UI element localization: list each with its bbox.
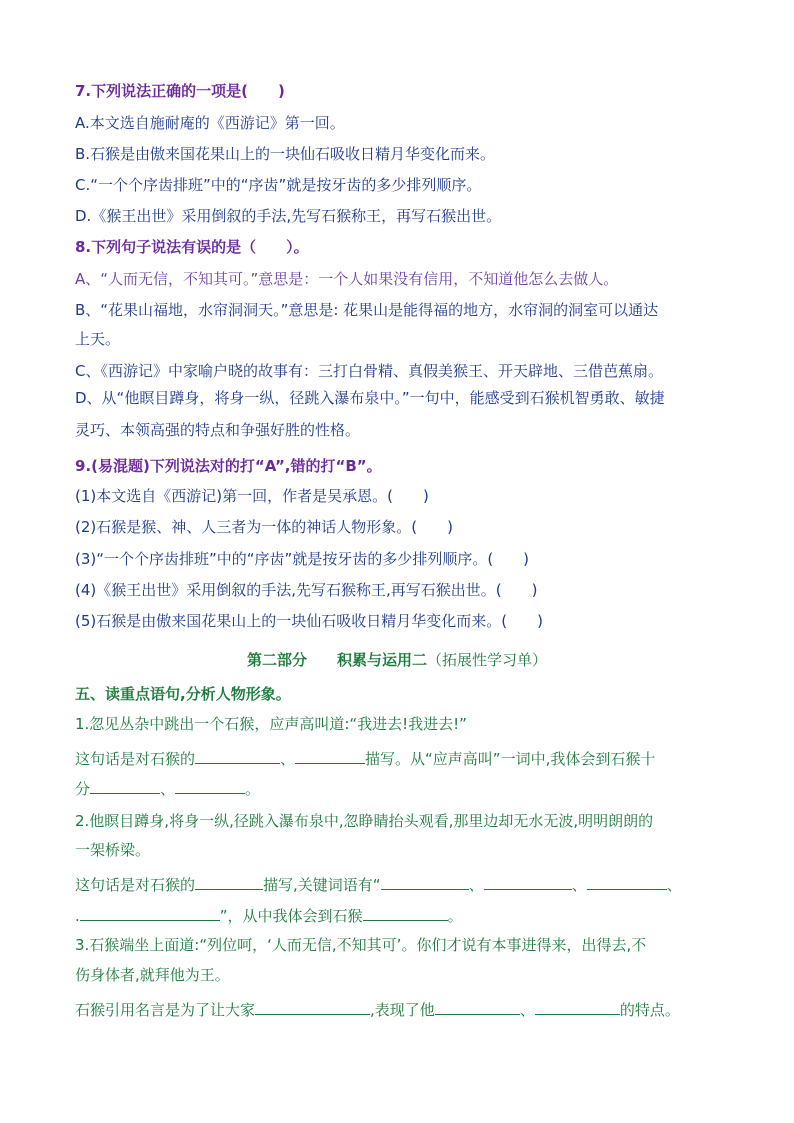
q7-option-b: B.石猴是由傲来国花果山上的一块仙石吸收日精月华变化而来。	[75, 145, 496, 163]
e1-answer-line2: 分 、 。	[75, 777, 260, 799]
e1-blank-2[interactable]	[295, 747, 365, 764]
q9-item-5: (5)石猴是由傲来国花果山上的一块仙石吸收日精月华变化而来。( )	[75, 612, 543, 630]
e3-blank-2[interactable]	[435, 998, 520, 1015]
q8-title: 8.下列句子说法有误的是（ ）。	[75, 238, 309, 256]
q9-item-2: (2)石猴是猴、神、人三者为一体的神话人物形象。( )	[75, 518, 453, 536]
q8-option-b: B、“花果山福地，水帘洞洞天。”意思是: 花果山是能得福的地方，水帘洞的洞室可以通达	[75, 301, 659, 319]
e2-blank-4[interactable]	[587, 873, 667, 890]
e3-quote-line1: 3.石猴端坐上面道:“列位呵，‘人而无信,不知其可’。你们才说有本事进得来，出得去,不	[75, 936, 647, 954]
q7-option-c: C.“一个个序齿排班”中的“序齿”就是按牙齿的多少排列顺序。	[75, 176, 482, 194]
e3-blank-3[interactable]	[535, 998, 620, 1015]
section-tag: （拓展性学习单）	[427, 651, 548, 669]
e2-blank-2[interactable]	[381, 873, 469, 890]
q7-option-d: D.《猴王出世》采用倒叙的手法,先写石猴称王，再写石猴出世。	[75, 207, 502, 225]
e2-quote-line1: 2.他瞑目蹲身,将身一纵,径跳入瀑布泉中,忽睁睛抬头观看,那里边却无水无波,明明朗朗的	[75, 812, 654, 830]
q9-item-3: (3)“一个个序齿排班”中的“序齿”就是按牙齿的多少排列顺序。( )	[75, 550, 530, 568]
e2-answer-line2: . ”，从中我体会到石猴 。	[75, 904, 463, 926]
q9-item-4: (4)《猴王出世》采用倒叙的手法,先写石猴称王,再写石猴出世。( )	[75, 581, 538, 599]
q7-option-a: A.本文选自施耐庵的《西游记》第一回。	[75, 114, 345, 132]
e1-quote: 1.忽见丛杂中跳出一个石猴，应声高叫道:“我进去!我进去!”	[75, 715, 467, 733]
section-title: 第二部分 积累与运用二	[246, 651, 427, 669]
e3-quote-line2: 伤身体者,就拜他为王。	[75, 966, 230, 984]
q8-option-a: A、“人而无信，不知其可。”意思是：一个人如果没有信用，不知道他怎么去做人。	[75, 270, 619, 288]
e1-blank-3[interactable]	[90, 777, 160, 794]
q8-option-d: D、从“他瞑目蹲身，将身一纵，径跳入瀑布泉中。”一句中，能感受到石猴机智勇敢、敏捷	[75, 389, 665, 407]
e2-answer-line1: 这句话是对石猴的 描写,关键词语有“ 、 、 、	[75, 873, 682, 895]
section-heading	[0, 650, 794, 670]
e2-blank-3[interactable]	[484, 873, 572, 890]
e2-blank-6[interactable]	[363, 904, 448, 921]
q9-item-1: (1)本文选自《西游记)第一回，作者是吴承恩。( )	[75, 487, 429, 505]
q9-title: 9.(易混题)下列说法对的打“A”,错的打“B”。	[75, 457, 382, 475]
q8-option-c: C、《西游记》中家喻户晓的故事有：三打白骨精、真假美猴王、开天辟地、三借芭蕉扇。	[75, 362, 663, 380]
e2-blank-1[interactable]	[195, 873, 263, 890]
e3-blank-1[interactable]	[255, 998, 370, 1015]
e1-blank-4[interactable]	[175, 777, 245, 794]
e2-blank-5[interactable]	[80, 904, 220, 921]
e1-blank-1[interactable]	[195, 747, 280, 764]
q8-option-d-cont: 灵巧、本领高强的特点和争强好胜的性格。	[75, 421, 361, 439]
e2-quote-line2: 一架桥梁。	[75, 841, 151, 859]
e1-answer-line1: 这句话是对石猴的 、 描写。从“应声高叫”一词中,我体会到石猴十	[75, 747, 655, 769]
q8-option-b-cont: 上天。	[75, 330, 121, 348]
q7-title: 7.下列说法正确的一项是( )	[75, 82, 285, 100]
e3-answer-line: 石猴引用名言是为了让大家 ,表现了他 、 的特点。	[75, 998, 680, 1020]
part5-title: 五、读重点语句,分析人物形象。	[75, 685, 291, 703]
